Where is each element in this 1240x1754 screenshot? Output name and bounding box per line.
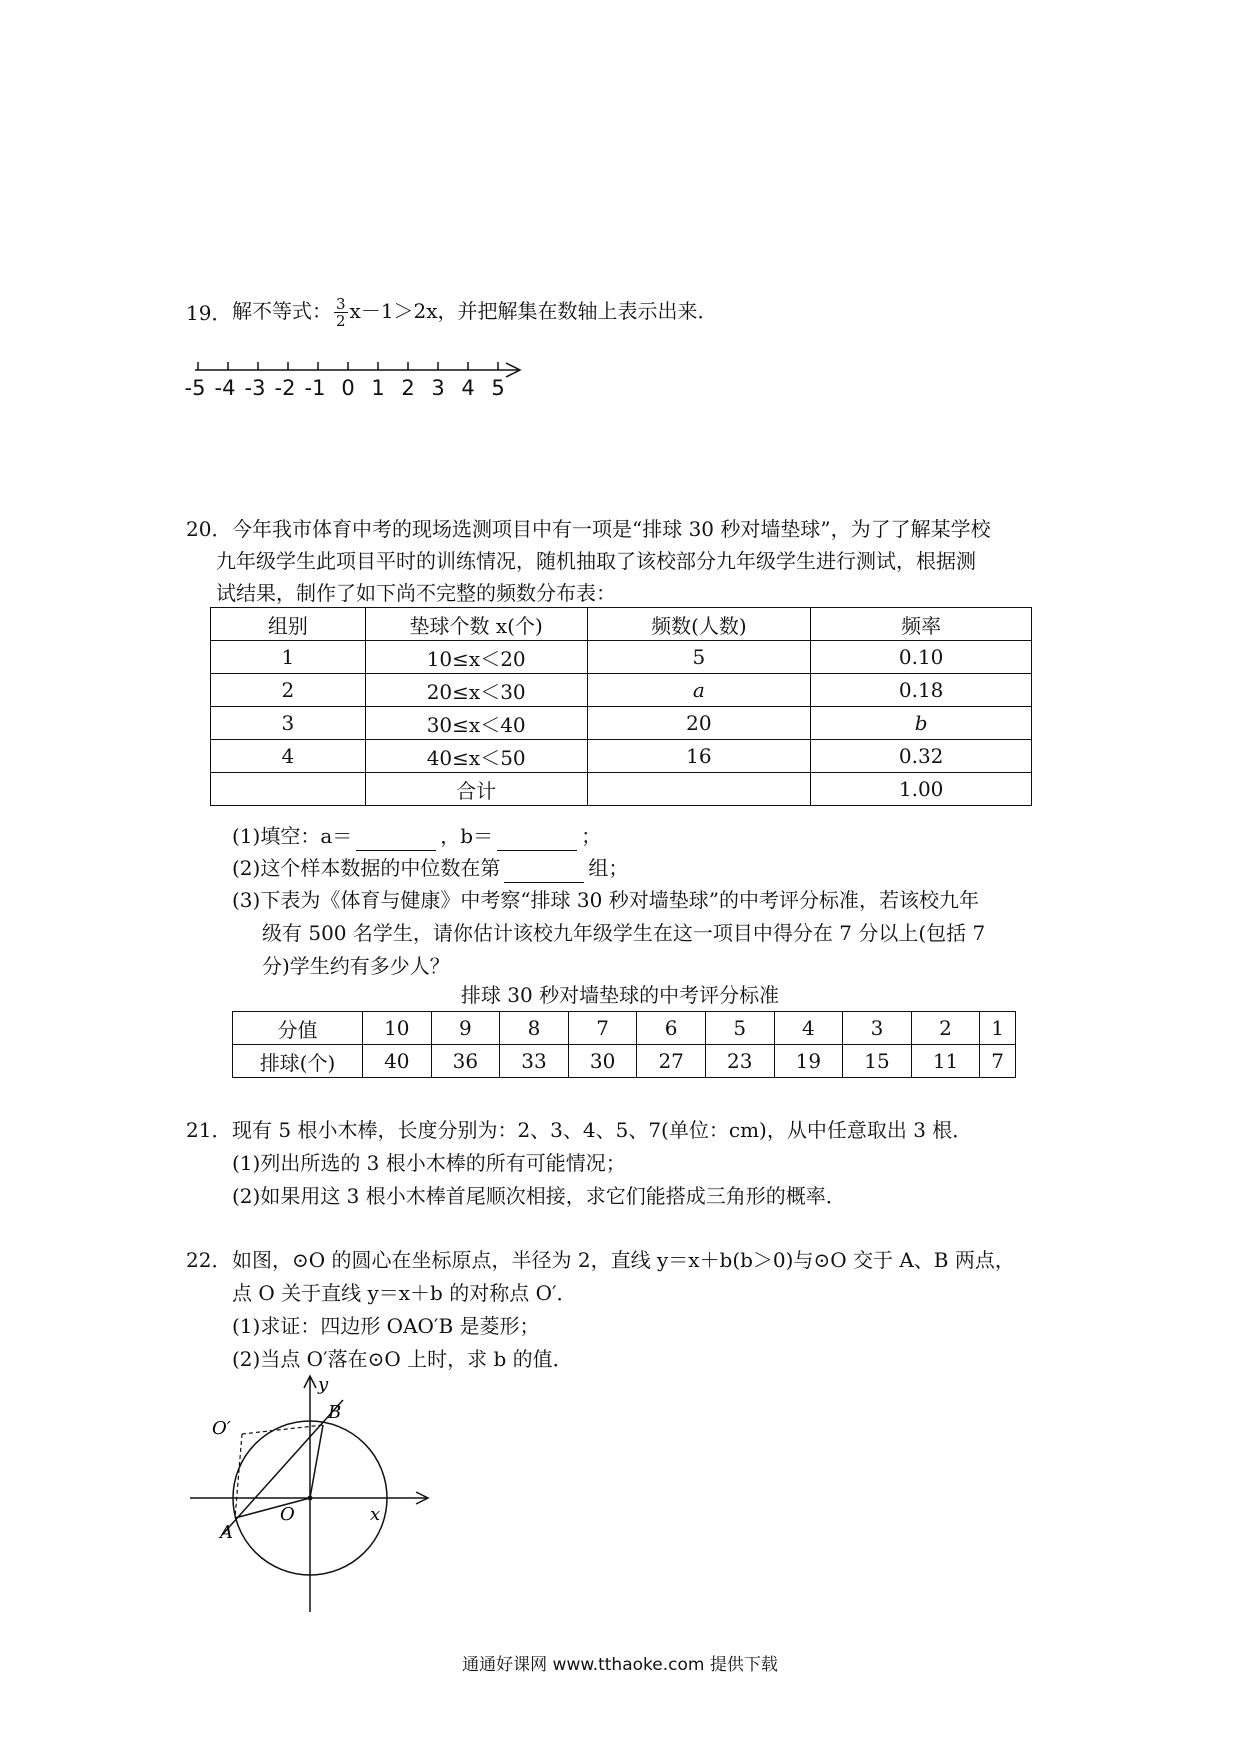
label-A: A — [220, 1522, 233, 1543]
q20-sub-3-line-3: 分)学生约有多少人？ — [262, 954, 450, 978]
q20-number: 20． — [186, 517, 232, 541]
q21-sub-2: (2)如果用这 3 根小木棒首尾顺次相接，求它们能搭成三角形的概率． — [232, 1184, 846, 1208]
q22-figure — [180, 1370, 440, 1625]
label-O: O — [280, 1504, 295, 1525]
table-cell: 1 — [211, 641, 366, 674]
q20-line-1: 今年我市体育中考的现场选测项目中有一项是“排球 30 秒对墙垫球”，为了了解某学校 — [232, 517, 991, 541]
header-rate: 频率 — [811, 608, 1032, 641]
table-cell: 排球(个) — [233, 1045, 363, 1078]
number-line-label: 1 — [371, 376, 385, 400]
table-cell — [211, 773, 366, 806]
table-cell: 7 — [568, 1012, 637, 1045]
q20-sub1-prefix: (1)填空：a＝ — [232, 824, 353, 848]
table-row — [211, 707, 1032, 740]
q20-sub-1 — [232, 821, 601, 851]
q20-sub1-mid: ，b＝ — [440, 824, 494, 848]
table-cell: 16 — [587, 740, 811, 773]
table-cell: 0.32 — [811, 740, 1032, 773]
table-cell: 10≤x＜20 — [365, 641, 587, 674]
frequency-table-header — [211, 608, 1032, 641]
q20-line-3: 试结果，制作了如下尚不完整的频数分布表： — [216, 581, 616, 605]
table-cell: 9 — [431, 1012, 500, 1045]
table-cell: 40 — [363, 1045, 432, 1078]
frequency-table — [210, 607, 1032, 806]
table-cell: 7 — [980, 1045, 1016, 1078]
table-cell: b — [811, 707, 1032, 740]
table-cell: 30 — [568, 1045, 637, 1078]
table-cell: 20≤x＜30 — [365, 674, 587, 707]
q21-number: 21． — [186, 1118, 232, 1142]
q20-sub-3-line-2: 级有 500 名学生，请你估计该校九年级学生在这一项目中得分在 7 分以上(包括 7 — [262, 921, 986, 945]
number-line-label: 4 — [461, 376, 475, 400]
table-row-total — [211, 773, 1032, 806]
table-cell: 40≤x＜50 — [365, 740, 587, 773]
number-line-label: -5 — [184, 376, 206, 400]
table-cell: 3 — [843, 1012, 912, 1045]
number-line-label: -3 — [244, 376, 266, 400]
table-row — [211, 641, 1032, 674]
table-cell: 2 — [211, 674, 366, 707]
q19-frac-num: 3 — [336, 295, 346, 313]
q19-fraction — [334, 296, 348, 329]
q22-number: 22． — [186, 1248, 232, 1272]
table-cell: 5 — [705, 1012, 774, 1045]
number-line-label: -1 — [304, 376, 326, 400]
answer-blank-b[interactable] — [497, 830, 577, 851]
table-cell: a — [587, 674, 811, 707]
label-B: B — [328, 1402, 342, 1423]
q19-number: 19． — [186, 301, 232, 325]
q19-prefix: 解不等式： — [232, 299, 332, 323]
table-cell: 30≤x＜40 — [365, 707, 587, 740]
q22-line-2: 点 O 关于直线 y＝x＋b 的对称点 O′． — [232, 1281, 577, 1305]
table-cell: 11 — [911, 1045, 980, 1078]
table-cell: 4 — [211, 740, 366, 773]
header-frequency: 频数(人数) — [587, 608, 811, 641]
table-cell: 15 — [843, 1045, 912, 1078]
table-cell: 1.00 — [811, 773, 1032, 806]
table-cell — [587, 773, 811, 806]
table-cell: 0.18 — [811, 674, 1032, 707]
q20-sub2-end: 组； — [588, 856, 629, 880]
table-cell: 33 — [500, 1045, 569, 1078]
table-cell: 19 — [774, 1045, 843, 1078]
q19-suffix: x－1＞2x，并把解集在数轴上表示出来． — [349, 299, 718, 323]
q20-sub1-end: ； — [581, 824, 602, 848]
table-cell: 27 — [637, 1045, 706, 1078]
number-line-label: 2 — [401, 376, 415, 400]
scoring-row-count — [233, 1045, 1016, 1078]
q22-sub-2: (2)当点 O′落在⊙O 上时，求 b 的值． — [232, 1347, 573, 1371]
table-cell: 4 — [774, 1012, 843, 1045]
table-cell: 36 — [431, 1045, 500, 1078]
q19-frac-den: 2 — [336, 312, 346, 330]
table-cell: 5 — [587, 641, 811, 674]
table-row — [211, 674, 1032, 707]
scoring-table — [232, 1011, 1016, 1078]
page-footer: 通通好课网 www.tthaoke.com 提供下载 — [462, 1655, 778, 1675]
table-cell: 10 — [363, 1012, 432, 1045]
header-group: 组别 — [211, 608, 366, 641]
scoring-table-title: 排球 30 秒对墙垫球的中考评分标准 — [460, 983, 780, 1007]
table-cell: 3 — [211, 707, 366, 740]
number-line-label: 3 — [431, 376, 445, 400]
scoring-row-score — [233, 1012, 1016, 1045]
table-cell: 1 — [980, 1012, 1016, 1045]
table-cell: 20 — [587, 707, 811, 740]
table-cell: 2 — [911, 1012, 980, 1045]
q22-sub-1: (1)求证：四边形 OAO′B 是菱形； — [232, 1314, 540, 1338]
q20-sub-2 — [232, 853, 628, 883]
answer-blank-a[interactable] — [356, 830, 436, 851]
q22-line-1: 如图，⊙O 的圆心在坐标原点，半径为 2，直线 y＝x＋b(b＞0)与⊙O 交于 A、B 两点， — [232, 1248, 1015, 1272]
table-row — [211, 740, 1032, 773]
table-cell: 合计 — [365, 773, 587, 806]
table-cell: 8 — [500, 1012, 569, 1045]
number-line-label: 5 — [491, 376, 505, 400]
q20-sub2-prefix: (2)这个样本数据的中位数在第 — [232, 856, 501, 880]
q20-sub-3-line-1: (3)下表为《体育与健康》中考察“排球 30 秒对墙垫球”的中考评分标准，若该校九年 — [232, 888, 979, 912]
header-count: 垫球个数 x(个) — [365, 608, 587, 641]
number-line-label: -2 — [274, 376, 296, 400]
table-cell: 0.10 — [811, 641, 1032, 674]
q21-sub-1: (1)列出所选的 3 根小木棒的所有可能情况； — [232, 1151, 626, 1175]
label-x: x — [370, 1504, 381, 1525]
table-cell: 分值 — [233, 1012, 363, 1045]
table-cell: 6 — [637, 1012, 706, 1045]
q20-line-2: 九年级学生此项目平时的训练情况，随机抽取了该校部分九年级学生进行测试，根据测 — [216, 549, 976, 573]
table-cell: 23 — [705, 1045, 774, 1078]
number-line-label: -4 — [214, 376, 236, 400]
number-line-label: 0 — [341, 376, 355, 400]
label-y: y — [318, 1374, 329, 1395]
q19-text — [232, 296, 718, 329]
answer-blank-median[interactable] — [504, 862, 584, 883]
label-O-prime: O′ — [212, 1418, 231, 1439]
q21-line: 现有 5 根小木棒，长度分别为：2、3、4、5、7(单位：cm)，从中任意取出 3 根． — [232, 1118, 973, 1142]
